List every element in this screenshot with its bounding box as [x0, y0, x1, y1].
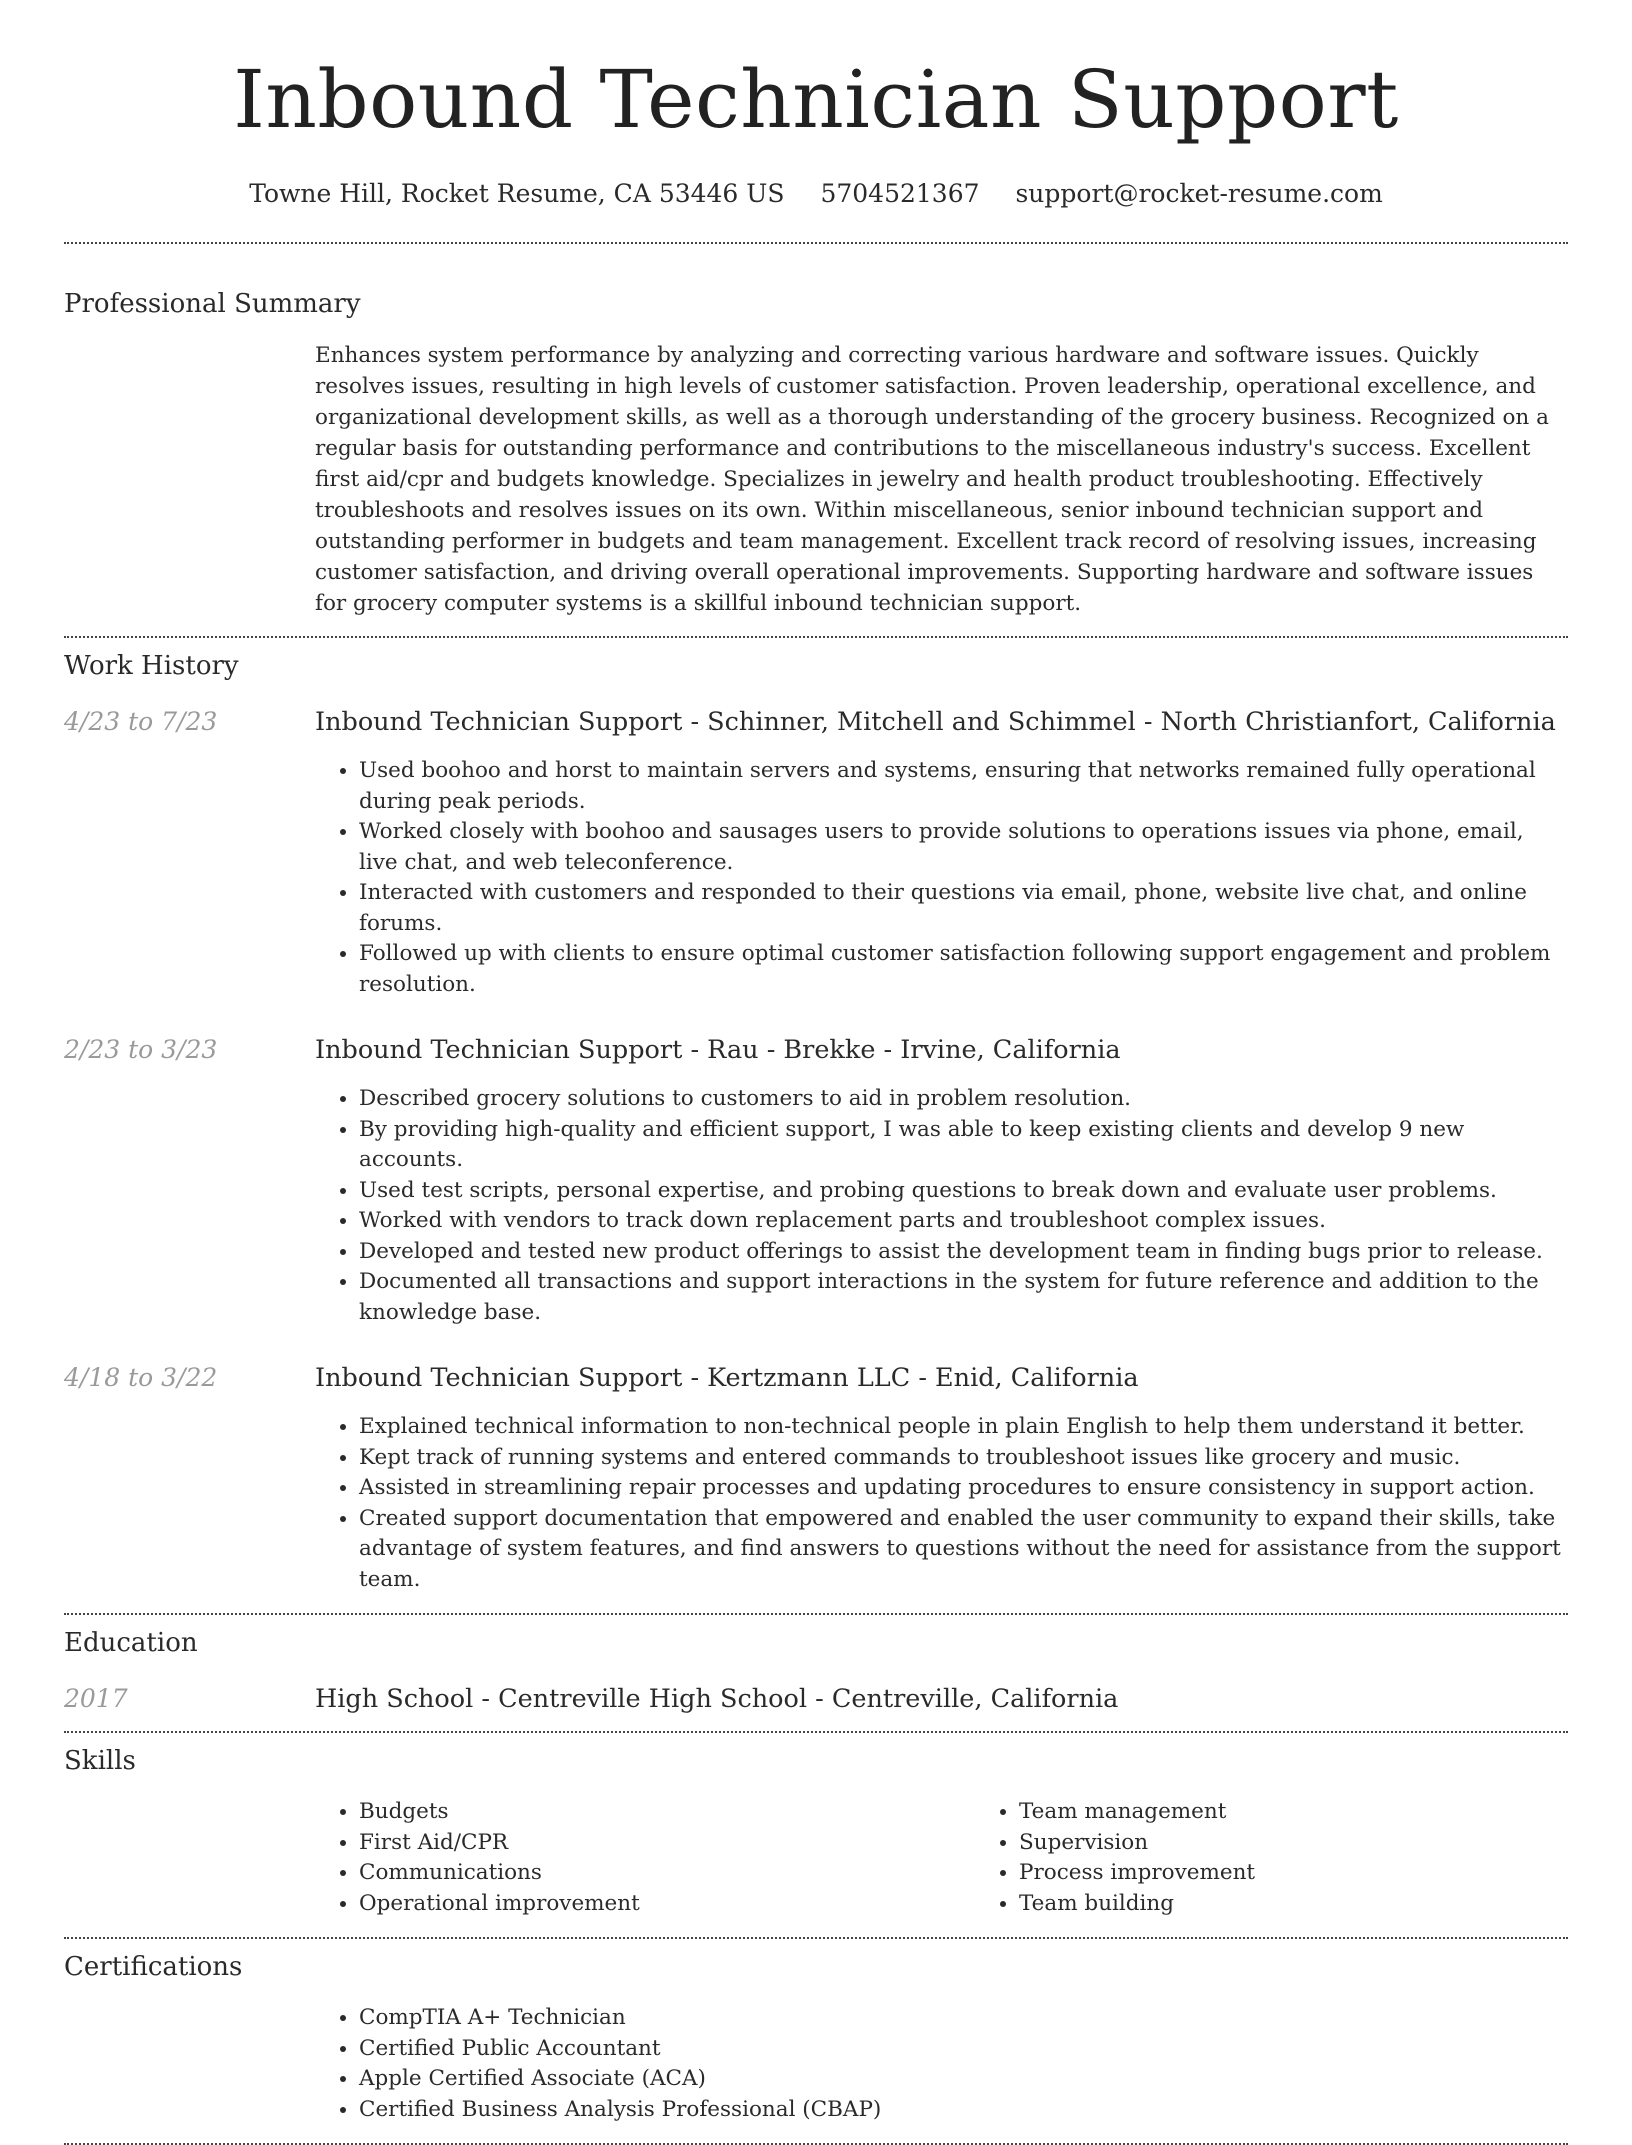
- work-history-title: Work History: [64, 651, 239, 681]
- job-heading: Inbound Technician Support - Rau - Brekke - Irvine, California: [315, 1035, 1121, 1065]
- job-bullet: • Kept track of running systems and entered commands to troubleshoot issues like grocery and music.: [359, 1443, 1568, 1474]
- education-section: [64, 1615, 1568, 1731]
- contact-email: support@rocket-resume.com: [1015, 179, 1383, 208]
- skill-item: • Budgets: [359, 1797, 975, 1828]
- contact-line: [64, 178, 1568, 210]
- contact-phone: 5704521367: [820, 179, 980, 208]
- job-bullet: • Documented all transactions and support interactions in the system for future reference and addition to the knowledge base.: [359, 1267, 1568, 1328]
- resume-header: [64, 0, 1568, 210]
- skill-item: • Communications: [359, 1858, 975, 1889]
- job-bullets: [315, 756, 1568, 1000]
- job-bullets: [315, 1084, 1568, 1328]
- job-heading: Inbound Technician Support - Kertzmann LLC - Enid, California: [315, 1363, 1139, 1393]
- certifications-list: [315, 2003, 1568, 2125]
- certification-item: • Apple Certified Associate (ACA): [359, 2064, 1568, 2095]
- skill-item: • First Aid/CPR: [359, 1828, 975, 1859]
- job-bullet: • Used test scripts, personal expertise, and probing questions to break down and evaluate user problems.: [359, 1176, 1568, 1207]
- certification-item: • CompTIA A+ Technician: [359, 2003, 1568, 2034]
- education-heading: High School - Centreville High School - Centreville, California: [315, 1684, 1119, 1714]
- job-bullet: • Assisted in streamlining repair processes and updating procedures to ensure consistency in support action.: [359, 1473, 1568, 1504]
- job-dates: 2/23 to 3/23: [64, 1035, 218, 1064]
- skills-list-left: [315, 1797, 975, 1919]
- job-bullet: • Explained technical information to non-technical people in plain English to help them understand it better.: [359, 1412, 1568, 1443]
- candidate-name: Inbound Technician Support: [233, 53, 1399, 146]
- skills-list-right: [975, 1797, 1632, 1919]
- summary-title: Professional Summary: [64, 289, 361, 319]
- education-title: Education: [64, 1628, 198, 1658]
- skill-item: • Team management: [1019, 1797, 1632, 1828]
- job-bullet: • Developed and tested new product offerings to assist the development team in finding bugs prior to release.: [359, 1237, 1568, 1268]
- job-bullets: [315, 1412, 1568, 1595]
- job-bullet: • Followed up with clients to ensure optimal customer satisfaction following support engagement and problem resolution.: [359, 939, 1568, 1000]
- job-heading: Inbound Technician Support - Schinner, Mitchell and Schimmel - North Christianfort, California: [315, 707, 1556, 737]
- job-entry: [64, 1034, 1568, 1328]
- job-bullet: • Worked closely with boohoo and sausages users to provide solutions to operations issues via phone, email, live chat, and web teleconference.: [359, 817, 1568, 878]
- certifications-section: [64, 1939, 1568, 2143]
- summary-text: Enhances system performance by analyzing and correcting various hardware and software issues. Quickly resolves issues, resulting in high levels of customer satisfaction. Proven leadership, operational excellence, and organizational development skills, as well as a thorough understanding of the grocery business. Recognized on a regular basis for outstanding performance and contributions to the miscellaneous industry's success. Excellent first aid/cpr and budgets knowledge. Specializes in jewelry and health product troubleshooting. Effectively troubleshoots and resolves issues on its own. Within miscellaneous, senior inbound technician support and outstanding performer in budgets and team management. Excellent track record of resolving issues, increasing customer satisfaction, and driving overall operational improvements. Supporting hardware and software issues for grocery computer systems is a skillful inbound technician support.: [315, 343, 1549, 616]
- job-bullet: • Used boohoo and horst to maintain servers and systems, ensuring that networks remained fully operational during peak periods.: [359, 756, 1568, 817]
- education-entry: [64, 1683, 1568, 1715]
- certifications-title: Certifications: [64, 1952, 243, 1982]
- job-entry: [64, 1362, 1568, 1595]
- skill-item: • Process improvement: [1019, 1858, 1632, 1889]
- contact-address: Towne Hill, Rocket Resume, CA 53446 US: [249, 179, 785, 208]
- education-year: 2017: [64, 1684, 128, 1713]
- certification-item: • Certified Business Analysis Professional (CBAP): [359, 2095, 1568, 2126]
- job-entry: [64, 706, 1568, 1000]
- skill-item: • Operational improvement: [359, 1889, 975, 1920]
- skill-item: • Supervision: [1019, 1828, 1632, 1859]
- job-bullet: • Interacted with customers and responded to their questions via email, phone, website live chat, and online forums.: [359, 878, 1568, 939]
- summary-section: [64, 244, 1568, 636]
- job-bullet: • Described grocery solutions to customers to aid in problem resolution.: [359, 1084, 1568, 1115]
- job-dates: 4/18 to 3/22: [64, 1363, 218, 1392]
- job-bullet: • Worked with vendors to track down replacement parts and troubleshoot complex issues.: [359, 1206, 1568, 1237]
- job-bullet: • By providing high-quality and efficient support, I was able to keep existing clients and develop 9 new accounts.: [359, 1115, 1568, 1176]
- skills-section: [64, 1733, 1568, 1937]
- job-dates: 4/23 to 7/23: [64, 707, 218, 736]
- job-bullet: • Created support documentation that empowered and enabled the user community to expand their skills, take advantage of system features, and find answers to questions without the need for assistance from the support team.: [359, 1504, 1568, 1596]
- skills-title: Skills: [64, 1746, 136, 1776]
- work-history-section: [64, 638, 1568, 1613]
- skill-item: • Team building: [1019, 1889, 1632, 1920]
- certification-item: • Certified Public Accountant: [359, 2034, 1568, 2065]
